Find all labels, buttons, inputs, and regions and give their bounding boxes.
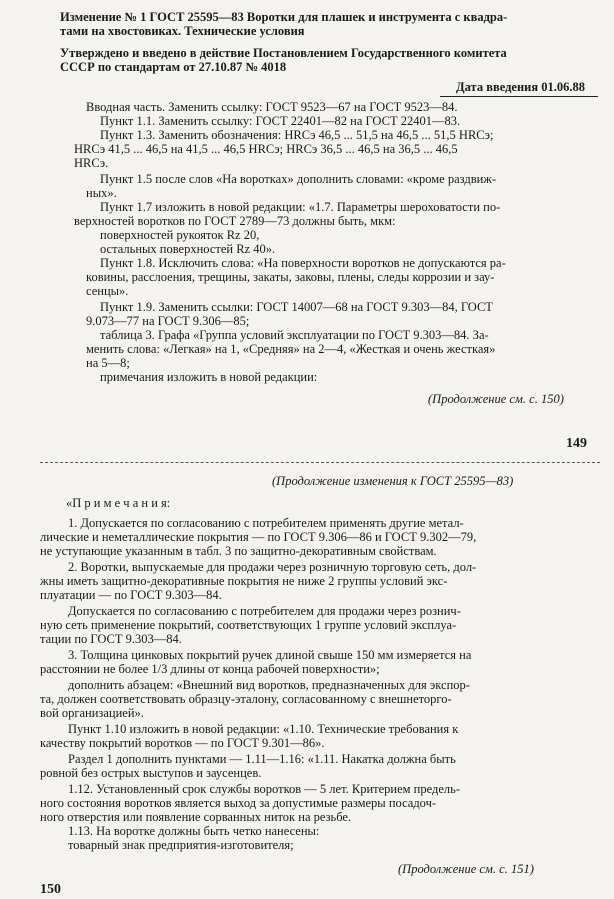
text-line: Вводная часть. Заменить ссылку: ГОСТ 9523—67 на ГОСТ 9523—84. <box>86 100 458 114</box>
text-line: ровной без острых выступов и заусенцев. <box>40 766 262 780</box>
continuation-note-top: (Продолжение см. с. 150) <box>428 392 564 406</box>
text-line: Пункт 1.3. Заменить обозначения: HRCэ 46,5 ... 51,5 на 46,5 ... 51,5 HRCэ; <box>100 128 494 142</box>
amendment-title-line-1: Изменение № 1 ГОСТ 25595—83 Воротки для плашек и инструмента с квадра- <box>60 10 508 24</box>
text-line: на 5—8; <box>86 356 130 370</box>
text-line: качеству покрытий воротков — по ГОСТ 9.301—86». <box>40 736 325 750</box>
text-line: лические и неметаллические покрытия — по ГОСТ 9.306—86 и ГОСТ 9.302—79, <box>40 530 477 544</box>
text-line: 2. Воротки, выпускаемые для продажи через розничную торговую сеть, дол- <box>68 560 477 574</box>
text-line: тации по ГОСТ 9.303—84. <box>40 632 182 646</box>
text-line: ного состояния воротков является выход за допустимые размеры посадоч- <box>40 796 437 810</box>
page-number-150: 150 <box>40 882 61 897</box>
text-line: Допускается по согласованию с потребителем для продажи через рознич- <box>68 604 461 618</box>
text-line: Пункт 1.7 изложить в новой редакции: «1.7. Параметры шероховатости по- <box>100 200 501 214</box>
text-line: Пункт 1.8. Исключить слова: «На поверхности воротков не допускаются ра- <box>100 256 506 270</box>
text-line: Пункт 1.9. Заменить ссылки: ГОСТ 14007—68 на ГОСТ 9.303—84, ГОСТ <box>100 300 493 314</box>
approval-line-1: Утверждено и введено в действие Постановлением Государственного комитета <box>60 46 507 60</box>
text-line: HRCэ 41,5 ... 46,5 на 41,5 ... 46,5 HRCэ; HRCэ 36,5 ... 46,5 на 36,5 ... 46,5 <box>74 142 458 156</box>
text-line: расстоянии не более 1/3 длины от конца рабочей поверхности»; <box>40 662 380 676</box>
effective-date: Дата введения 01.06.88 <box>456 80 585 94</box>
text-line: 1.13. На воротке должны быть четко нанесены: <box>68 824 320 838</box>
text-line: плуатации — по ГОСТ 9.303—84. <box>40 588 222 602</box>
text-line: «П р и м е ч а н и я: <box>66 496 171 510</box>
text-line: сенцы». <box>86 284 129 298</box>
text-line: не уступающие указанным в табл. 3 по защитно-декоративным свойствам. <box>40 544 437 558</box>
text-line: 1.12. Установленный срок службы воротков — 5 лет. Критерием предель- <box>68 782 460 796</box>
text-line: ного отверстия или появление сорванных ниток на резьбе. <box>40 810 352 824</box>
text-line: та, должен соответствовать образцу-эталону, согласованному с внешнеторго- <box>40 692 452 706</box>
text-line: ных». <box>86 186 117 200</box>
text-line: жны иметь защитно-декоративные покрытия не ниже 2 группы условий экс- <box>40 574 448 588</box>
approval-line-2: СССР по стандартам от 27.10.87 № 4018 <box>60 60 287 74</box>
text-line: ную сеть применение покрытий, соответствующих 1 группе условий эксплуа- <box>40 618 457 632</box>
text-line: товарный знак предприятия-изготовителя; <box>68 838 294 852</box>
text-line: примечания изложить в новой редакции: <box>100 370 318 384</box>
page-divider <box>40 462 600 463</box>
text-line: таблица 3. Графа «Группа условий эксплуатации по ГОСТ 9.303—84. За- <box>100 328 489 342</box>
text-line: Раздел 1 дополнить пунктами — 1.11—1.16: «1.11. Накатка должна быть <box>68 752 456 766</box>
text-line: остальных поверхностей Rz 40». <box>100 242 276 256</box>
amendment-title-line-2: тами на хвостовиках. Технические условия <box>60 24 305 38</box>
text-line: Пункт 1.10 изложить в новой редакции: «1.10. Технические требования к <box>68 722 459 736</box>
continuation-note-bottom: (Продолжение см. с. 151) <box>398 862 534 876</box>
text-line: поверхностей рукояток Rz 20, <box>100 228 260 242</box>
text-line: HRCэ. <box>74 156 109 170</box>
page-number-149: 149 <box>566 436 587 451</box>
text-line: вой организацией». <box>40 706 144 720</box>
text-line: менить слова: «Легкая» на 1, «Средняя» на 2—4, «Жесткая и очень жесткая» <box>86 342 496 356</box>
text-line: Пункт 1.1. Заменить ссылку: ГОСТ 22401—82 на ГОСТ 22401—83. <box>100 114 461 128</box>
text-line: 9.073—77 на ГОСТ 9.306—85; <box>86 314 250 328</box>
text-line: 1. Допускается по согласованию с потребителем применять другие метал- <box>68 516 464 530</box>
text-line: 3. Толщина цинковых покрытий ручек длиной свыше 150 мм измеряется на <box>68 648 472 662</box>
text-line: Пункт 1.5 после слов «На воротках» дополнить словами: «кроме раздвиж- <box>100 172 497 186</box>
text-line: ковины, расслоения, трещины, закаты, заковы, плены, следы коррозии и зау- <box>86 270 495 284</box>
continuation-header: (Продолжение изменения к ГОСТ 25595—83) <box>272 474 514 488</box>
text-line: верхностей воротков по ГОСТ 2789—73 должны быть, мкм: <box>74 214 396 228</box>
date-underline <box>440 96 598 97</box>
text-line: дополнить абзацем: «Внешний вид воротков, предназначенных для экспор- <box>68 678 470 692</box>
